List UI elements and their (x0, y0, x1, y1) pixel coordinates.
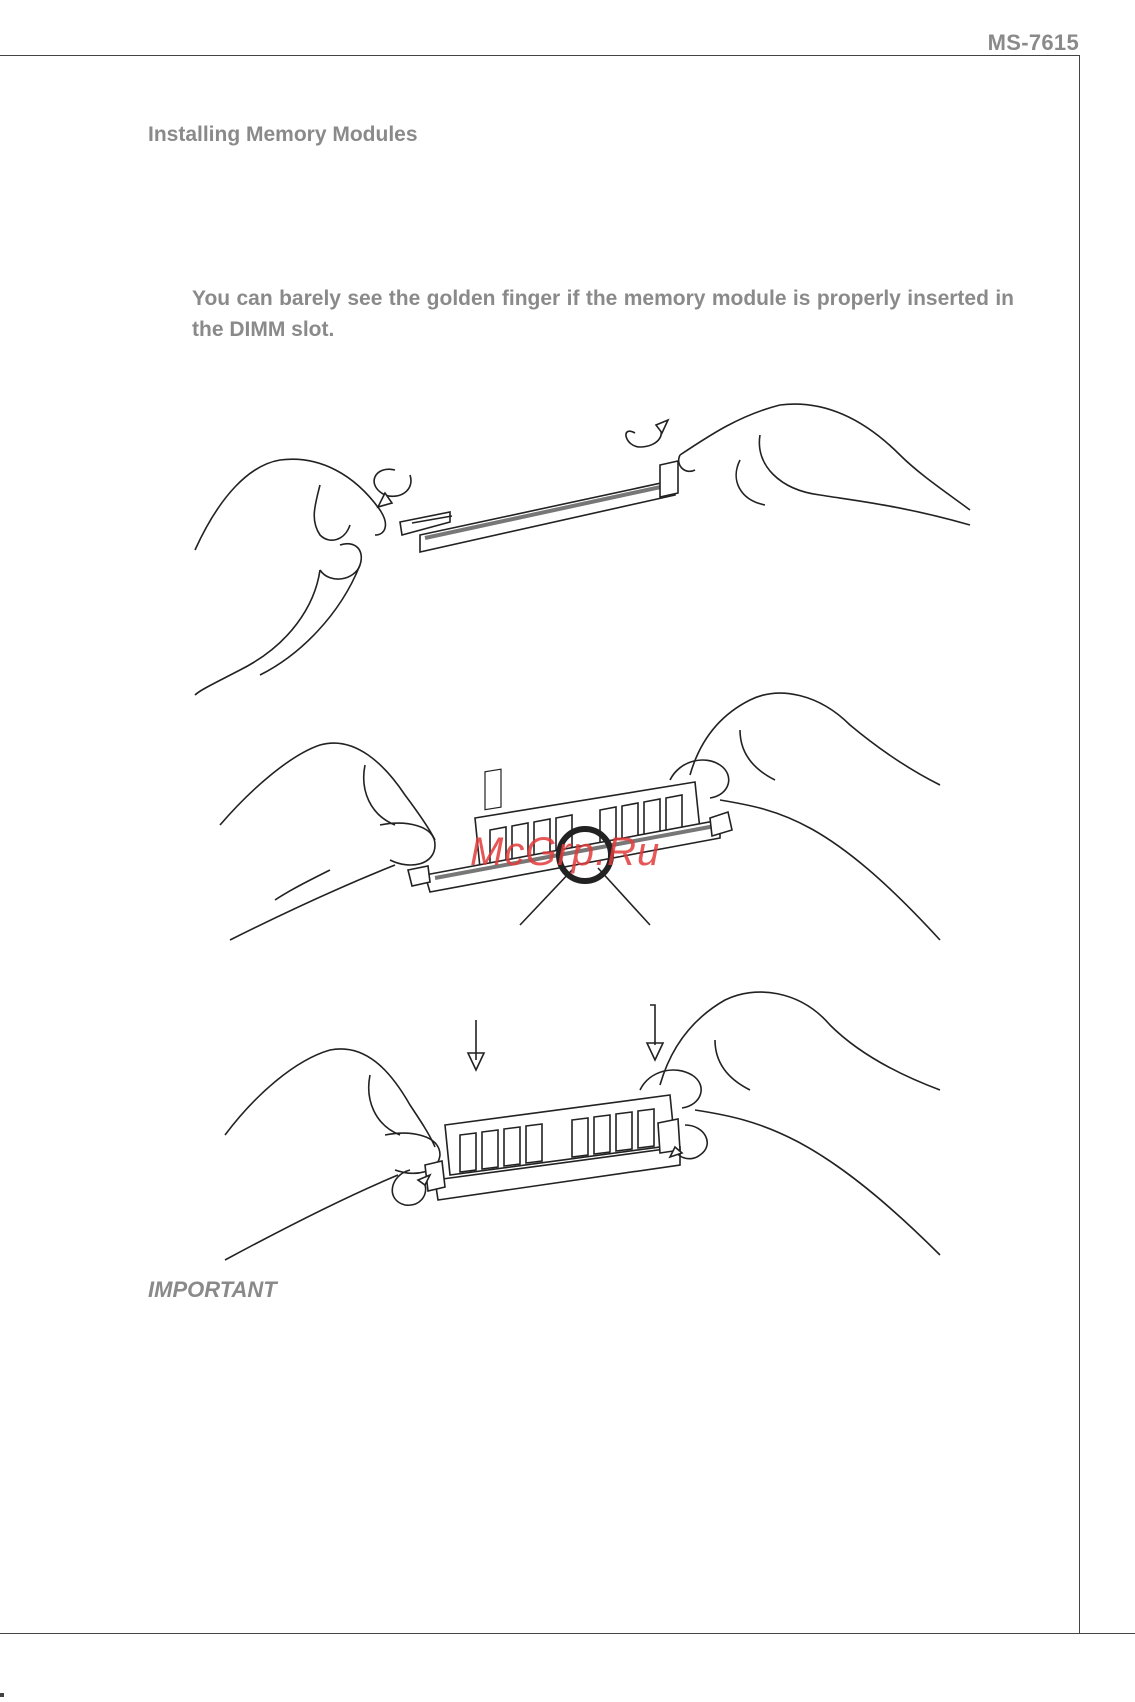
right-rule (1079, 55, 1080, 1633)
important-label: IMPORTANT (148, 1277, 277, 1302)
model-number: MS-7615 (987, 30, 1079, 55)
corner-mark (0, 1693, 4, 1697)
illustration-push-module (180, 975, 980, 1270)
illustration-open-clips (180, 395, 980, 700)
bottom-rule (0, 1633, 1135, 1634)
note-text: You can barely see the golden finger if the memory module is properly inserted in the DIMM slot. (192, 287, 1014, 341)
top-rule (0, 55, 1080, 56)
illustration-insert-module (180, 670, 980, 950)
watermark: McGrp.Ru (470, 830, 661, 874)
section-heading: Installing Memory Modules (148, 123, 418, 146)
